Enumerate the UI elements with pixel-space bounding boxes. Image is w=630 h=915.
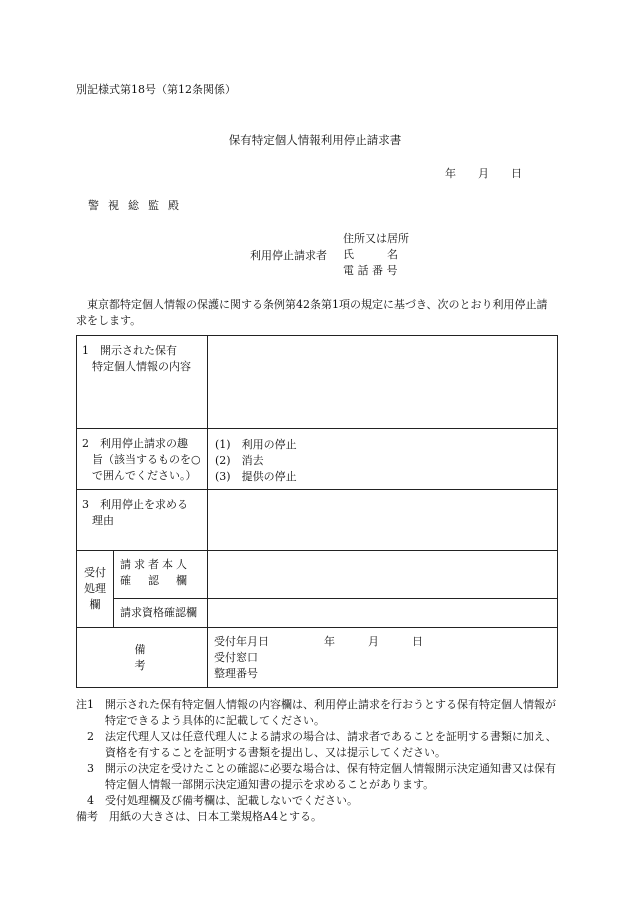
table-row	[77, 490, 558, 551]
item3-label: 3 利用停止を求める 理由	[77, 490, 208, 551]
remarks-label: 備考	[77, 628, 208, 688]
requester-name-label: 氏 名	[343, 248, 398, 261]
reception-label: 受付処理欄	[77, 551, 114, 628]
item1-content-field[interactable]	[208, 336, 558, 429]
date-month: 月	[478, 167, 489, 180]
requester-label: 利用停止請求者	[250, 249, 327, 262]
eligibility-check-label: 請求資格確認欄	[114, 599, 208, 628]
date-day: 日	[511, 167, 522, 180]
note-item: 4 受付処理欄及び備考欄は、記載しないでください。	[76, 794, 358, 807]
note-item: 備考 用紙の大きさは、日本工業規格A4とする。	[76, 810, 322, 823]
table-row	[77, 599, 558, 628]
table-row	[77, 551, 558, 599]
identity-check-field	[208, 551, 558, 599]
note-item: 2 法定代理人又は任意代理人による請求の場合は、請求者であることを証明する書類に加え、資格を有することを証明する書類を提出し、又は提示してください。	[76, 730, 557, 759]
requester-address-label: 住所又は居所	[343, 232, 409, 245]
reference-number: 整理番号	[214, 667, 258, 680]
table-row	[77, 429, 558, 490]
table-row	[77, 628, 558, 688]
item3-reason-field[interactable]	[208, 490, 558, 551]
option-use-stop[interactable]: (1) 利用の停止	[215, 438, 297, 451]
date-year: 年	[445, 167, 456, 180]
requester-phone-label: 電 話 番 号	[343, 264, 398, 277]
item1-label: 1 開示された保有 特定個人情報の内容	[77, 336, 208, 429]
option-erase[interactable]: (2) 消去	[215, 454, 264, 467]
request-form-table	[76, 335, 558, 688]
item2-options	[208, 429, 558, 490]
reception-window: 受付窓口	[214, 651, 258, 664]
addressee: 警視総監殿	[88, 199, 188, 212]
table-row	[77, 336, 558, 429]
note-item: 3 開示の決定を受けたことの確認に必要な場合は、保有特定個人情報開示決定通知書又は保有特定個人情報一部開示決定通知書の提示を求めることがあります。	[76, 762, 556, 791]
note-item: 注1 開示された保有特定個人情報の内容欄は、利用停止請求を行おうとする保有特定個人情報が特定できるよう具体的に記載してください。	[76, 698, 556, 727]
option-provision-stop[interactable]: (3) 提供の停止	[215, 470, 297, 483]
reception-date: 受付年月日 年 月 日	[214, 635, 423, 648]
eligibility-check-field	[208, 599, 558, 628]
page-title: 保有特定個人情報利用停止請求書	[228, 133, 402, 147]
requester-fields	[343, 231, 409, 279]
identity-check-label: 請求者本人確 認 欄	[114, 551, 208, 599]
intro-paragraph: 東京都特定個人情報の保護に関する条例第42条第1項の規定に基づき、次のとおり利用停止請求をします。	[76, 298, 548, 327]
notes	[76, 697, 560, 825]
item2-label: 2 利用停止請求の趣 旨（該当するものを○で囲んでください。）	[77, 429, 208, 490]
remarks-fields	[208, 628, 558, 688]
form-number: 別記様式第18号（第12条関係）	[76, 83, 236, 96]
date-line	[423, 166, 522, 182]
